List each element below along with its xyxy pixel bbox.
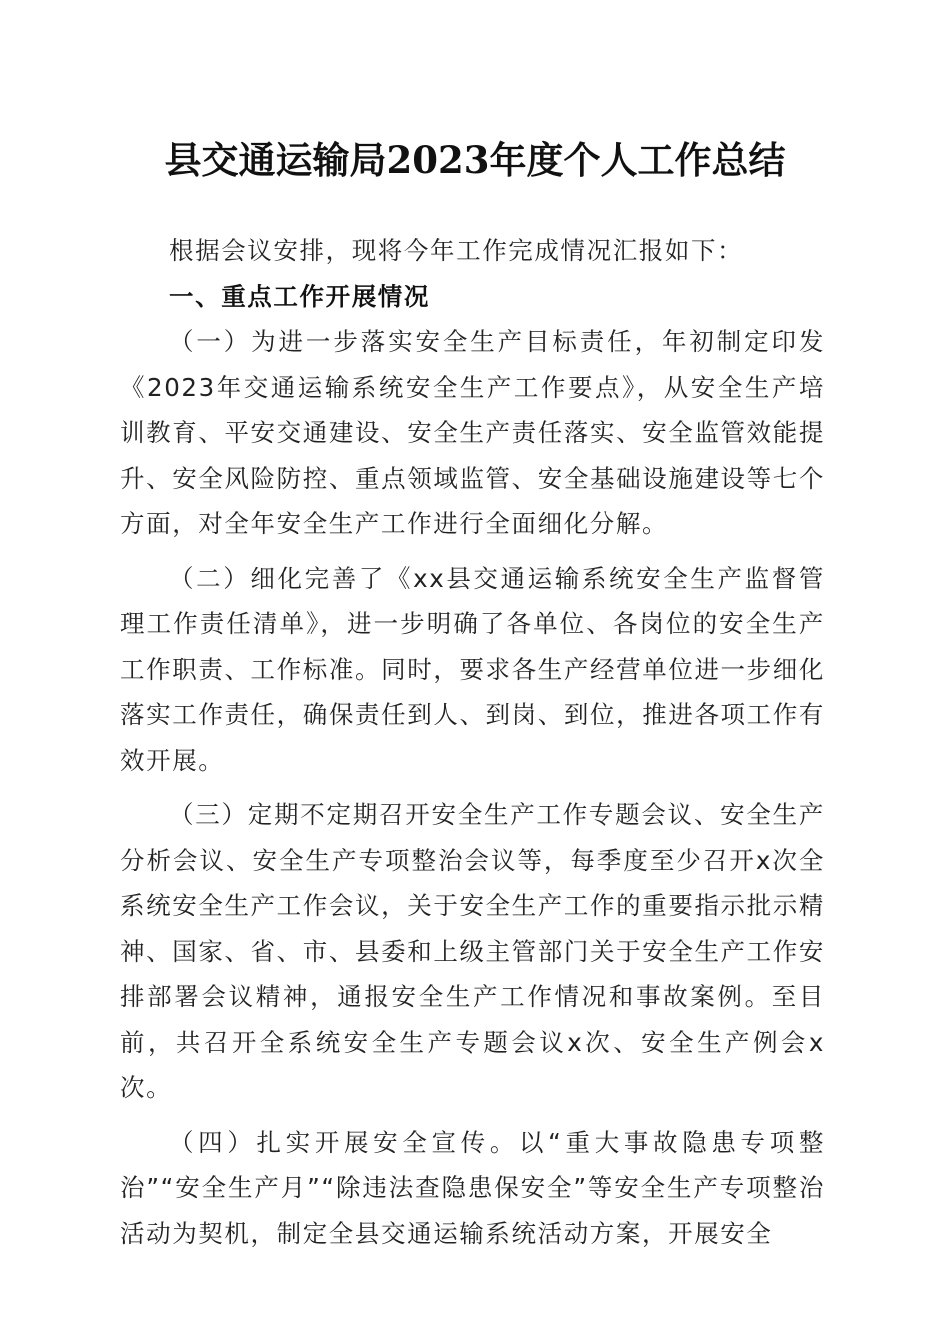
document-body: [120, 228, 825, 1256]
section-heading: 一、重点工作开展情况: [169, 281, 430, 311]
paragraph-3: （三）定期不定期召开安全生产工作专题会议、安全生产分析会议、安全生产专项整治会议等，每季度至少召开x次全系统安全生产工作会议，关于安全生产工作的重要指示批示精神、国家、省、市、县委和上级主管部门关于安全生产工作安排部署会议精神，通报安全生产工作情况和事故案例。至目前，共召开全系统安全生产专题会议x次、安全生产例会x次。: [120, 800, 825, 1102]
paragraph-4: （四）扎实开展安全宣传。以“重大事故隐患专项整治”“安全生产月”“除违法查隐患保安全”等安全生产专项整治活动为契机，制定全县交通运输系统活动方案，开展安全: [120, 1127, 825, 1248]
paragraph-1: （一）为进一步落实安全生产目标责任，年初制定印发《2023年交通运输系统安全生产工作要点》，从安全生产培训教育、平安交通建设、安全生产责任落实、安全监管效能提升、安全风险防控、重点领域监管、安全基础设施建设等七个方面，对全年安全生产工作进行全面细化分解。: [120, 327, 825, 538]
document-title: 县交通运输局2023年度个人工作总结: [164, 138, 786, 182]
paragraph-2: （二）细化完善了《xx县交通运输系统安全生产监督管理工作责任清单》，进一步明确了各单位、各岗位的安全生产工作职责、工作标准。同时，要求各生产经营单位进一步细化落实工作责任，确保责任到人、到岗、到位，推进各项工作有效开展。: [120, 563, 825, 775]
intro-paragraph: 根据会议安排，现将今年工作完成情况汇报如下：: [169, 236, 744, 265]
